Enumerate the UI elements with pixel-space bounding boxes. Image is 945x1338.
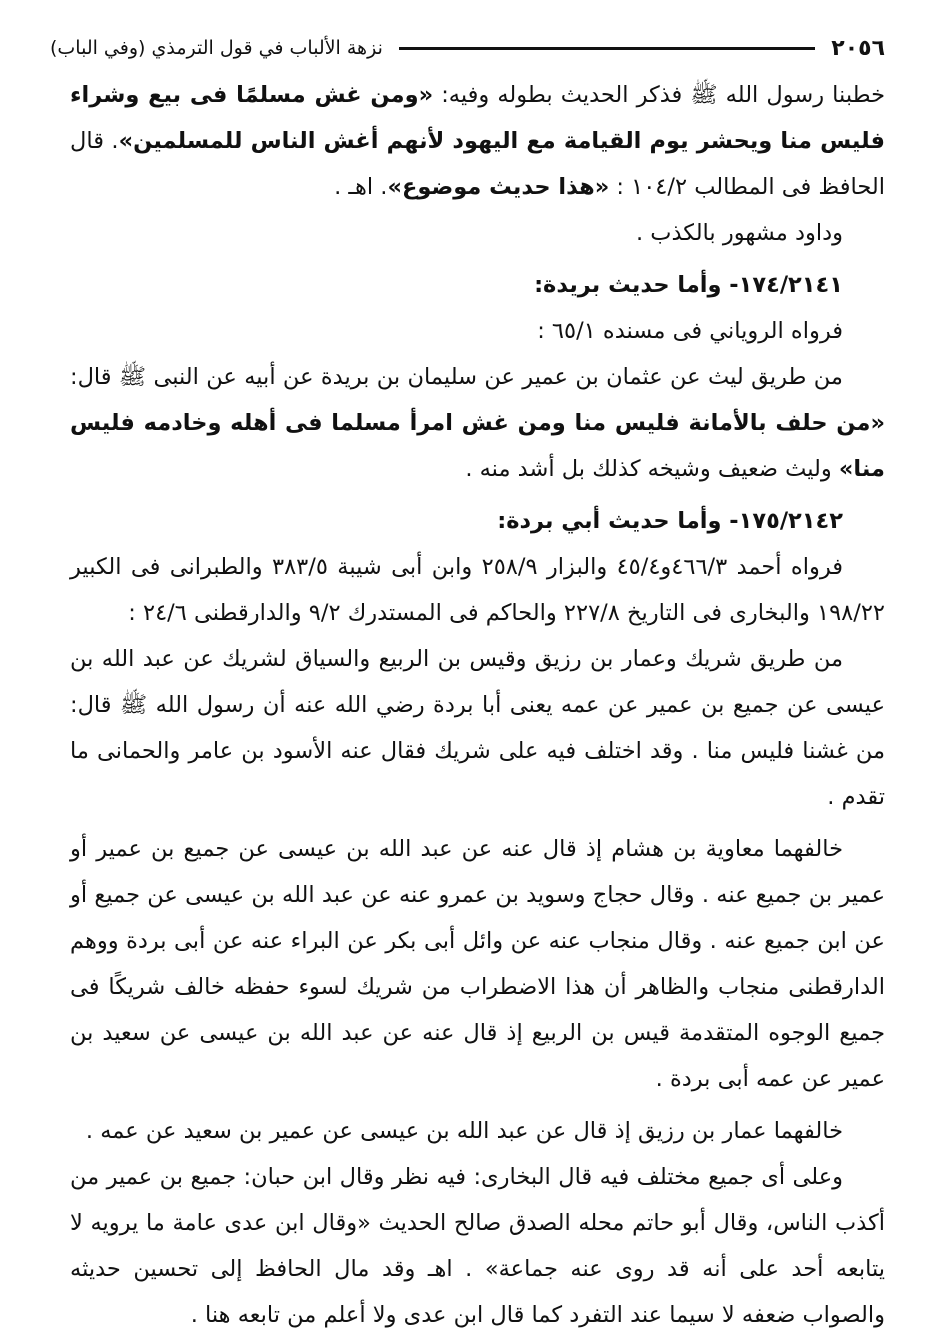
p1-end: . اهـ . (334, 174, 388, 200)
p4-hadith-quote: «من حلف بالأمانة فليس منا ومن غش امرأ مسلما فى أهله وخادمه فليس منا» (70, 410, 885, 482)
p1-tail: . قال الحافظ فى المطالب ١٠٤/٢ : (70, 128, 885, 200)
paragraph-1 (70, 72, 885, 210)
section-heading-buraydah: ١٧٤/٢١٤١- وأما حديث بريدة: (534, 272, 843, 298)
p1-verdict-quote: «هذا حديث موضوع» (387, 174, 610, 200)
page-body (70, 72, 886, 1328)
paragraph-9: وعلى أى جميع مختلف فيه قال البخارى: فيه نظر وقال ابن حبان: جميع بن عمير من أكذب الناس، وقال أبو حاتم محله الصدق صالح الحديث «وقال ابن عدى عامة ما يرويه لا يتابعه أحد على أنه قد روى عنه جماعة» . اهـ وقد مال الحافظ إلى تحسين حديثه والصواب ضعفه لا سيما عند التفرد كما قال ابن عدى ولا أعلم من تابعه هنا . (70, 1164, 885, 1328)
paragraph-2: وداود مشهور بالكذب . (635, 220, 843, 246)
paragraph-4 (70, 354, 885, 492)
paragraph-3: فرواه الروياني فى مسنده ٦٥/١ : (537, 318, 843, 344)
page-header (50, 34, 885, 62)
page-number: ٢٠٥٦ (831, 35, 885, 61)
p1-hadith-quote: «ومن غش مسلمًا فى بيع وشراء فليس منا ويحشر يوم القيامة مع اليهود لأنهم أغش الناس للمسلمين» (70, 82, 886, 154)
header-rule (399, 47, 815, 50)
section-heading-abi-burdah: ١٧٥/٢١٤٢- وأما حديث أبي بردة: (497, 508, 843, 534)
p1-text: خطبنا رسول الله ﷺ فذكر الحديث بطوله وفيه: (433, 82, 885, 108)
paragraph-8: خالفهما عمار بن رزيق إذ قال عن عبد الله بن عيسى عن عمير بن سعيد عن عمه . (85, 1118, 843, 1144)
p4-tail: وليث ضعيف وشيخه كذلك بل أشد منه . (465, 456, 839, 482)
paragraph-5: فرواه أحمد ٤٦٦/٣و٤٥/٤ والبزار ٢٥٨/٩ وابن أبى شيبة ٣٨٣/٥ والطبرانى فى الكبير ١٩٨/٢٢ والبخارى فى التاريخ ٢٢٧/٨ والحاكم فى المستدرك ٩/٢ والدارقطنى ٢٤/٦ : (70, 554, 885, 626)
paragraph-6: من طريق شريك وعمار بن رزيق وقيس بن الربيع والسياق لشريك عن عبد الله بن عيسى عن جميع بن عمير عن عمه يعنى أبا بردة رضي الله عنه أن رسول الله ﷺ قال: من غشنا فليس منا . وقد اختلف فيه على شريك فقال عنه الأسود بن عامر والحمانى ما تقدم . (70, 646, 885, 810)
p4-text: من طريق ليث عن عثمان بن عمير عن سليمان بن بريدة عن أبيه عن النبى ﷺ قال: (70, 364, 843, 390)
running-title: نزهة الألباب في قول الترمذي (وفي الباب) (50, 37, 383, 59)
paragraph-7: خالفهما معاوية بن هشام إذ قال عنه عن عبد الله بن عيسى عن جميع بن عمير أو عمير بن جميع عنه . وقال حجاج وسويد بن عمرو عنه عن عبد الله بن عيسى عن جميع أو عن ابن جميع عنه . وقال منجاب عنه عن وائل أبى بكر عن البراء عنه عن أبى بردة ووهم الدارقطنى منجاب والظاهر أن هذا الاضطراب من شريك لسوء حفظه خالف شريكًا فى جميع الوجوه المتقدمة قيس بن الربيع إذ قال عنه عن عبد الله بن عيسى عن سعيد بن عمير عن عمه أبى بردة . (70, 836, 885, 1092)
